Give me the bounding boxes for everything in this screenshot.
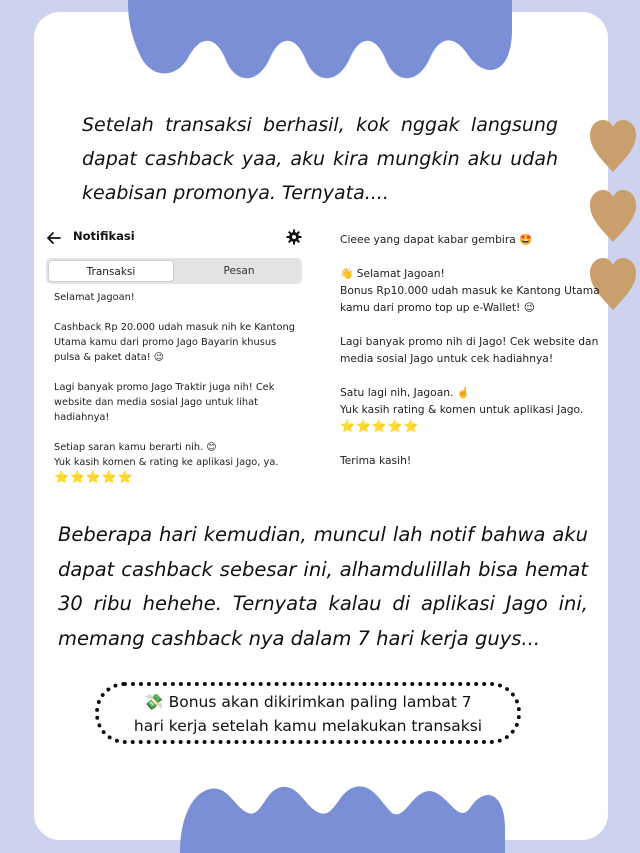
notification-message (54, 290, 302, 485)
bonus-note-box (95, 682, 521, 744)
bottom-wavy-decoration (0, 773, 640, 853)
tab-transaksi[interactable]: Transaksi (48, 260, 174, 282)
followup-paragraph: Beberapa hari kemudian, muncul lah notif bahwa aku dapat cashback sebesar ini, alhamdulillah bisa hemat 30 ribu hehehe. Ternyata kalau di aplikasi Jago ini, memang cashback nya dalam 7 hari kerja guys... (58, 523, 588, 650)
message-thanks: Terima kasih! (340, 454, 412, 467)
back-arrow-icon[interactable] (46, 230, 62, 246)
note-line-2: hari kerja setelah kamu melakukan transaksi (133, 717, 483, 735)
tab-pesan[interactable]: Pesan (223, 265, 255, 277)
rating-stars: ⭐⭐⭐⭐⭐ (54, 470, 134, 484)
gear-icon[interactable] (286, 229, 302, 245)
notification-header (40, 224, 306, 252)
notification-feedback: Setiap saran kamu berarti nih. 😊 (54, 442, 217, 453)
message-rating: Yuk kasih rating & komen untuk aplikasi Jago. (340, 403, 584, 416)
notification-greeting: Selamat Jagoan! (54, 292, 135, 303)
money-with-wings-icon: 💸 (144, 693, 164, 711)
note-line-1 (99, 690, 517, 714)
notification-rating-request: Yuk kasih komen & rating ke aplikasi Jago, ya. (54, 457, 279, 468)
notification-screen (40, 224, 306, 484)
notification-title: Notifikasi (73, 229, 135, 243)
heart-icon (588, 118, 638, 174)
message-one-more: Satu lagi nih, Jagoan. ☝️ (340, 386, 471, 399)
notification-tabs (46, 258, 302, 284)
notification-cashback: Cashback Rp 20.000 udah masuk nih ke Kantong Utama kamu dari promo Jago Bayarin khusus pulsa & paket data! 😉 (54, 322, 295, 363)
intro-paragraph: Setelah transaksi berhasil, kok nggak langsung dapat cashback yaa, aku kira mungkin aku udah keabisan promonya. Ternyata.... (82, 114, 558, 204)
message-greeting: 👋 Selamat Jagoan! (340, 267, 445, 280)
message-bonus: Bonus Rp10.000 udah masuk ke Kantong Utama kamu dari promo top up e-Wallet! 😉 (340, 284, 600, 314)
note-line-1-text: Bonus akan dikirimkan paling lambat 7 (168, 693, 472, 711)
rating-stars: ⭐⭐⭐⭐⭐ (340, 419, 420, 433)
notification-promo: Lagi banyak promo Jago Traktir juga nih! Cek website dan media sosial Jago untuk lihat hadiahnya! (54, 382, 275, 423)
second-notification-message (340, 231, 600, 469)
message-intro: Cieee yang dapat kabar gembira 🤩 (340, 233, 533, 246)
top-wavy-decoration (0, 0, 640, 100)
message-promo: Lagi banyak promo nih di Jago! Cek website dan media sosial Jago untuk cek hadiahnya! (340, 335, 599, 365)
